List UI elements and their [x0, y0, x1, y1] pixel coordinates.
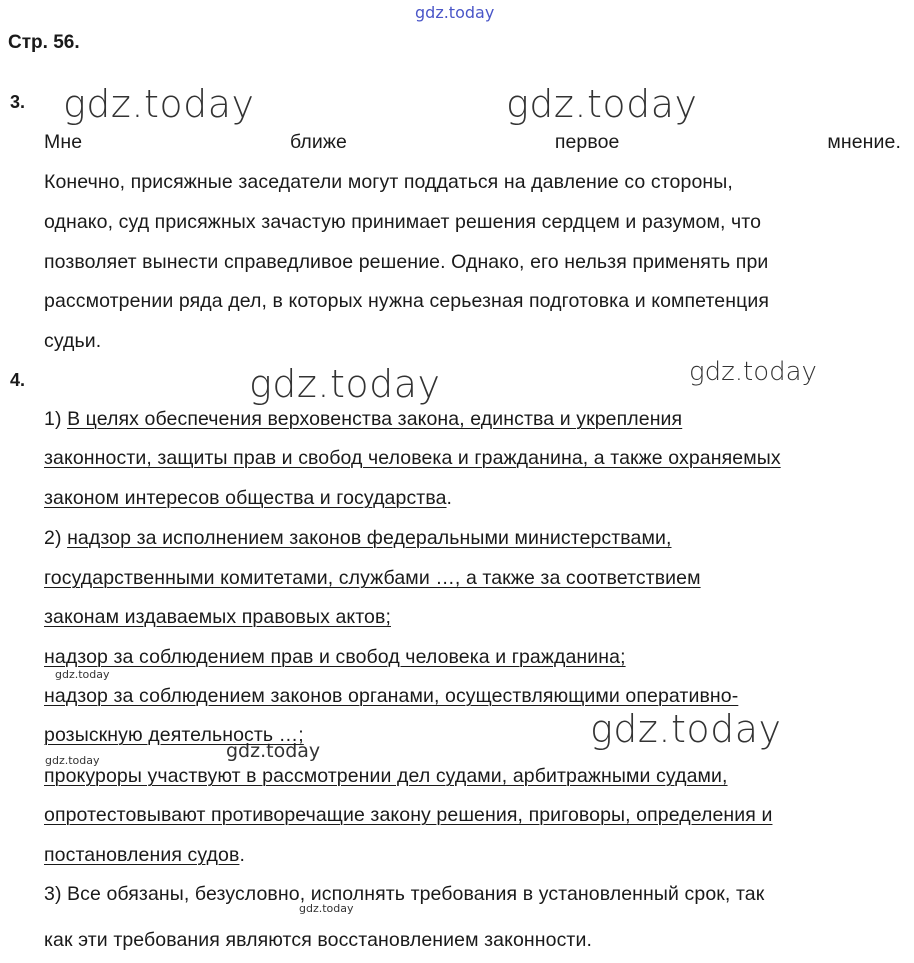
underlined-text: розыскную деятельность …;: [44, 724, 304, 746]
task4-item1-line: [44, 444, 901, 472]
item-prefix: 1): [44, 408, 68, 430]
task-number-3: 3.: [10, 92, 26, 112]
watermark: gdz.today: [249, 362, 441, 406]
task4-item2-line: [44, 762, 901, 790]
task4-item2-line: [44, 801, 901, 829]
word: мнение.: [827, 131, 901, 153]
underlined-text: постановления судов: [44, 844, 240, 866]
underlined-text: опротестовывают противоречащие закону решения, приговоры, определения и: [44, 804, 773, 826]
underlined-text: законам издаваемых правовых актов;: [44, 606, 391, 628]
task4-item2-line: [44, 682, 901, 710]
page-heading: Стр. 56.: [8, 32, 80, 53]
task4-item2-line: [44, 564, 901, 592]
word: Мне: [44, 131, 83, 153]
watermark: gdz.today: [506, 82, 698, 126]
task4-item2-line: [44, 721, 901, 749]
watermark-top: gdz.today: [415, 3, 495, 22]
task3-line: однако, суд присяжных зачастую принимает решения сердцем и разумом, что: [44, 211, 762, 233]
underlined-text: законности, защиты прав и свобод человека и гражданина, а также охраняемых: [44, 447, 781, 469]
item-suffix: .: [446, 487, 453, 509]
task4-item2-line: [44, 841, 901, 869]
task4-item3-line: 3) Все обязаны, безусловно, исполнять требования в установленный срок, так: [44, 883, 765, 905]
underlined-text: прокуроры участвуют в рассмотрении дел судами, арбитражными судами,: [44, 765, 728, 787]
task4-item3-line: как эти требования являются восстановлением законности.: [44, 929, 592, 951]
watermark: gdz.today: [45, 754, 100, 767]
underlined-text: государственными комитетами, службами …, а также за соответствием: [44, 567, 701, 589]
watermark: gdz.today: [55, 668, 110, 681]
task-number-4: 4.: [10, 370, 26, 390]
task4-item1-line: [44, 405, 901, 433]
task4-item1-line: [44, 484, 901, 512]
watermark: gdz.today: [689, 357, 817, 387]
task3-line: Конечно, присяжные заседатели могут поддаться на давление со стороны,: [44, 171, 733, 193]
underlined-text: законом интересов общества и государства: [44, 487, 447, 509]
word: ближе: [290, 131, 347, 153]
watermark: gdz.today: [63, 82, 255, 126]
task4-item2-line: [44, 643, 901, 671]
task3-line: позволяет вынести справедливое решение. Однако, его нельзя применять при: [44, 251, 769, 273]
underlined-text: надзор за соблюдением прав и свобод человека и гражданина;: [44, 646, 626, 668]
word: первое: [554, 131, 620, 153]
task3-line-1: [44, 128, 901, 156]
underlined-text: надзор за соблюдением законов органами, осуществляющими оперативно-: [44, 685, 739, 707]
underlined-text: надзор за исполнением законов федеральными министерствами,: [67, 527, 672, 549]
item-suffix: .: [239, 844, 245, 866]
watermark: gdz.today: [299, 902, 354, 915]
task4-item2-line: [44, 524, 901, 552]
task3-line: рассмотрении ряда дел, в которых нужна серьезная подготовка и компетенция: [44, 290, 770, 312]
underlined-text: В целях обеспечения верховенства закона, единства и укрепления: [67, 408, 683, 430]
watermark: gdz.today: [226, 740, 321, 762]
task3-line: судьи.: [44, 330, 102, 352]
item-prefix: 2): [44, 527, 68, 549]
watermark: gdz.today: [590, 707, 782, 751]
task4-item2-line: [44, 603, 901, 631]
